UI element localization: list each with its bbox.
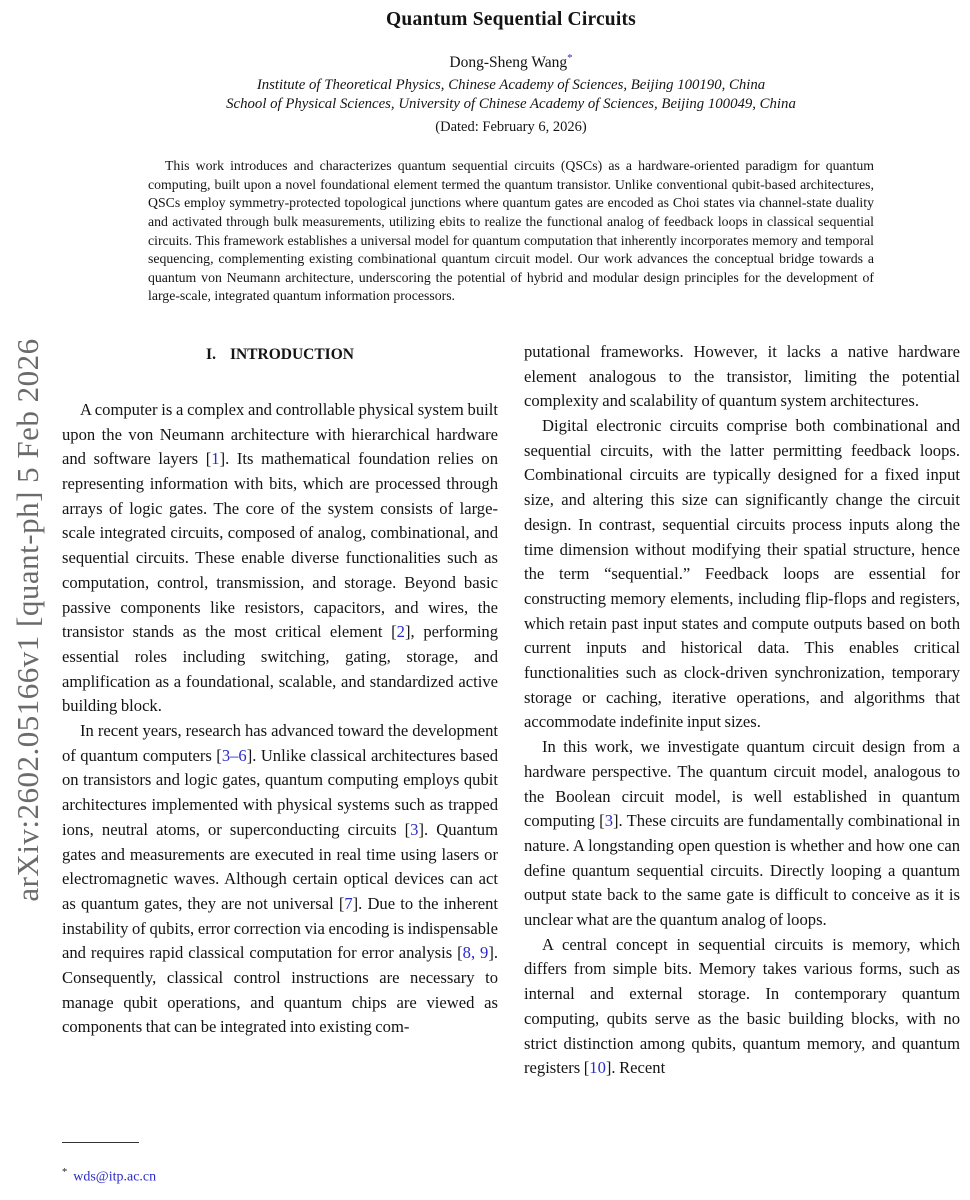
- paragraph: A central concept in sequential circuits is memory, which differs from simple bits. Memory takes various forms, such as internal and external storage. In contemporary quantum computing, qubits serve as the basic building blocks, with no strict distinction among qubits, quantum memory, and quantum registers [10]. Recent: [524, 934, 960, 1078]
- footnote-marker: *: [62, 1167, 68, 1179]
- citation-link[interactable]: 3: [604, 811, 614, 831]
- affiliation-line-1: Institute of Theoretical Physics, Chinese Academy of Sciences, Beijing 100190, China: [256, 77, 766, 94]
- two-column-body: [62, 340, 960, 1190]
- footnote-block: [62, 1142, 156, 1186]
- right-column: [524, 340, 960, 1190]
- paragraph: putational frameworks. However, it lacks a native hardware element analogous to the transistor, limiting the potential complexity and scalability of quantum system architectures.: [524, 341, 960, 411]
- paper-title: Quantum Sequential Circuits: [386, 9, 636, 30]
- arxiv-watermark: arXiv:2602.05166v1 [quant-ph] 5 Feb 2026: [10, 338, 45, 902]
- citation-link[interactable]: 7: [344, 893, 353, 913]
- left-column: [62, 340, 498, 1190]
- affiliation-line-2: School of Physical Sciences, University of Chinese Academy of Sciences, Beijing 100049, China: [226, 96, 796, 113]
- citation-link[interactable]: 3: [410, 819, 419, 839]
- paper-content: [62, 0, 960, 1190]
- citation-link[interactable]: 8, 9: [462, 943, 489, 963]
- citation-link[interactable]: 2: [396, 622, 405, 642]
- footnote-rule: [62, 1142, 139, 1143]
- citation-link[interactable]: 10: [589, 1058, 606, 1078]
- paragraph: In recent years, research has advanced toward the development of quantum computers [3–6]. Unlike classical architectures based on transistors and logic gates, quantum computing employs qubit architectures implemented with physical systems such as trapped ions, neutral atoms, or superconducting circuits [3]. Quantum gates and measurements are executed in real time using lasers or electromagnetic waves. Although certain optical devices can act as quantum gates, they are not universal [7]. Due to the inherent instability of qubits, error correction via encoding is indispensable and requires rapid classical computation for error analysis [8, 9]. Consequently, classical control instructions are necessary to manage qubit operations, and quantum chips are viewed as components that can be integrated into existing com-: [62, 721, 499, 1037]
- citation-link[interactable]: 1: [211, 449, 220, 469]
- affiliations: [62, 76, 960, 114]
- paper-header: [62, 0, 960, 136]
- footnote-email-link[interactable]: wds@itp.ac.cn: [73, 1169, 157, 1185]
- section-heading-introduction: [62, 346, 498, 364]
- paragraph: In this work, we investigate quantum circuit design from a hardware perspective. The quantum circuit model, analogous to the Boolean circuit model, is well established in quantum computing [3]. These circuits are fundamentally combinational in nature. A longstanding open question is whether and how one can define quantum sequential circuits. Directly looping a quantum output state back to the same gate is difficult to conceive as it is unclear what are the quantum analog of loops.: [524, 737, 960, 930]
- paragraph: A computer is a complex and controllable physical system built upon the von Neumann architecture with hierarchical hardware and software layers [1]. Its mathematical foundation relies on representing information with bits, which are processed through arrays of logic gates. The core of the system consists of large-scale integrated circuits, composed of analog, combinational, and sequential circuits. These enable diverse functionalities such as computation, control, transmission, and storage. Beyond basic passive components like resistors, capacitors, and wires, the transistor stands as the most critical element [2], performing essential roles including switching, gating, storage, and amplification as a foundational, scalable, and standardized active building block.: [62, 399, 498, 716]
- author-footnote-mark[interactable]: *: [567, 52, 573, 64]
- paragraph: Digital electronic circuits comprise both combinational and sequential circuits, with the latter permitting feedback loops. Combinational circuits are typically designed for a fixed input size, and altering this size can significantly change the circuit design. In contrast, sequential circuits process inputs along the time dimension without modifying their spatial structure, hence the term “sequential.” Feedback loops are essential for constructing memory elements, including flip-flops and registers, which retain past input states and compute outputs based on both current inputs and historical data. This enables critical functionalities such as clock-driven synchronization, temporary storage or caching, iterative operations, and algorithms that accommodate indefinite input sizes.: [524, 416, 960, 732]
- author-name: Dong-Sheng Wang: [449, 54, 568, 72]
- date-line: (Dated: February 6, 2026): [435, 119, 587, 136]
- author-line: [62, 52, 960, 72]
- section-number: I.: [206, 345, 216, 363]
- abstract: This work introduces and characterizes quantum sequential circuits (QSCs) as a hardware-oriented paradigm for quantum computing, built upon a novel foundational element termed the quantum transistor. Unlike conventional qubit-based architectures, QSCs employ symmetry-protected topological junctions where quantum gates are encoded as Choi states via channel-state duality and activated through bulk measurements, utilizing ebits to realize the functional analog of feedback loops in classical sequential circuits. This framework establishes a universal model for quantum computation that inherently incorporates memory and temporal sequencing, complementing existing combinational quantum circuit model. Our work advances the conceptual bridge towards a quantum von Neumann architecture, underscoring the potential of hybrid and modular design principles for the development of large-scale, integrated quantum information processors.: [148, 158, 874, 304]
- section-title: INTRODUCTION: [229, 345, 354, 363]
- citation-link[interactable]: 3–6: [221, 745, 247, 765]
